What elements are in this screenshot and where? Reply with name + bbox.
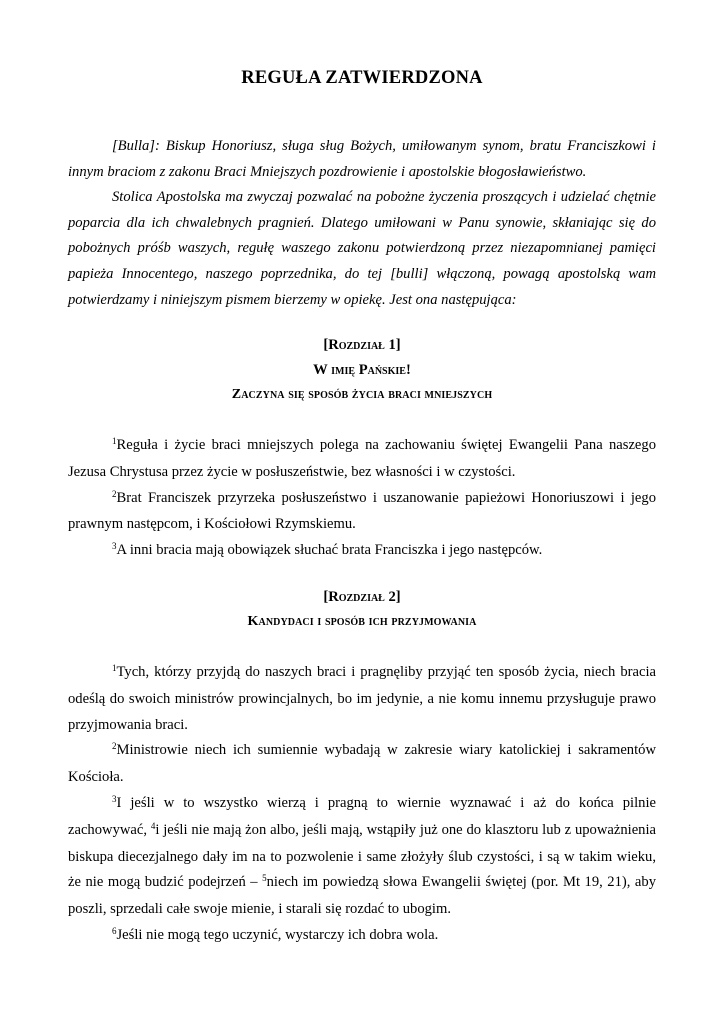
verse-number: 3 (112, 793, 117, 804)
chapter-1-verse-3 (68, 538, 656, 565)
bull-greeting-paragraph: [Bulla]: Biskup Honoriusz, sługa sług Bożych, umiłowanym synom, bratu Franciszkowi i innym braciom z zakonu Braci Mniejszych pozdrowienie i apostolskie błogosławieństwo. (68, 138, 656, 180)
verse-number: 1 (112, 663, 117, 673)
chapter-2-body (68, 660, 656, 950)
verse-number: 2 (112, 488, 117, 499)
verse-text: I jeśli w to wszystko wierzą i pragną to wiernie wyznawać i aż do końca pilnie zachowywać, (68, 794, 656, 838)
bull-confirmation-paragraph: Stolica Apostolska ma zwyczaj pozwalać na pobożne życzenia proszących i udzielać chętnie poparcia dla ich chwalebnych pragnień. Dlatego umiłowani w Panu synowie, skłaniając się do pobożnych próśb waszych, regułę waszego zakonu potwierdzoną przez niezapomnianej pamięci papieża Innocentego, naszego poprzednika, do tej [bulli] włączoną, powagą apostolską wam potwierdzamy i niniejszym pismem bierzemy w opiekę. Jest ona następująca: (68, 189, 656, 308)
verse-number: 5 (262, 873, 267, 884)
verse-text: Reguła i życie braci mniejszych polega na zachowaniu świętej Ewangelii Pana naszego Jezusa Chrystusa przez życie w posłuszeństwie, bez własności i w czystości. (68, 437, 656, 480)
verse-number: 4 (150, 820, 156, 831)
verse-number: 6 (112, 925, 117, 936)
chapter-1-subtitle: Zaczyna się sposób życia braci mniejszych (231, 387, 493, 402)
verse-number: 3 (112, 541, 117, 552)
chapter-1-title: W imię Pańskie! (313, 362, 411, 378)
verse-number: 2 (112, 741, 117, 752)
verse-text: niech im powiedzą słowa Ewangelii świętej (por. Mt 19, 21), aby poszli, sprzedali całe swoje mienie, i starali się rozdać to ubogim. (68, 874, 656, 918)
document-title: REGUŁA ZATWIERDZONA (241, 68, 483, 88)
chapter-1-number: [Rozdział 1] (323, 337, 401, 353)
intro-section (68, 134, 656, 313)
verse-text: i jeśli nie mają żon albo, jeśli mają, wstąpiły już one do klasztoru lub z upoważnienia biskupa diecezjalnego dały im na to pozwolenie i same złożyły ślub czystości, i są w takim wieku, że nie mogą budzić podejrzeń – (68, 821, 656, 891)
verse-text: Brat Franciszek przyrzeka posłuszeństwo i uszanowanie papieżowi Honoriuszowi i jego prawnym następcom, i Kościołowi Rzymskiemu. (68, 489, 656, 533)
chapter-1-verse-2 (68, 486, 656, 539)
verse-number: 1 (112, 436, 117, 446)
chapter-1-verse-1 (68, 433, 656, 486)
verse-text: A inni bracia mają obowiązek słuchać brata Franciszka i jego następców. (116, 542, 543, 559)
chapter-2-verse-6 (68, 923, 656, 950)
chapter-2-verse-3-5 (68, 791, 656, 923)
chapter-2-verse-1 (68, 660, 656, 738)
verse-text: Tych, którzy przyjdą do naszych braci i pragnęliby przyjąć ten sposób życia, niech bracia odeślą do swoich ministrów prowincjalnych, bo im jedynie, a nie komu innemu przysługuje prawo przyjmowania braci. (68, 664, 656, 733)
chapter-2-subtitle: Kandydaci i sposób ich przyjmowania (247, 614, 477, 629)
chapter-1-body (68, 433, 656, 565)
chapter-2-number: [Rozdział 2] (323, 589, 401, 605)
verse-text: Ministrowie niech ich sumiennie wybadają w zakresie wiary katolickiej i sakramentów Kościoła. (68, 742, 656, 786)
chapter-2-verse-2 (68, 738, 656, 791)
verse-text: Jeśli nie mogą tego uczynić, wystarczy ich dobra wola. (116, 926, 439, 943)
